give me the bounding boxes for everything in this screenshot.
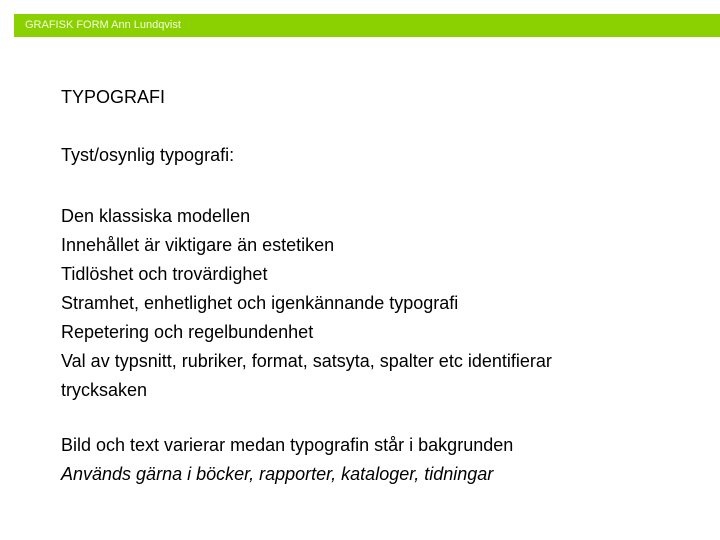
slide-subheading: Tyst/osynlig typografi: (61, 145, 235, 165)
list-item: Den klassiska modellen (61, 206, 251, 226)
closing-line-italic: Används gärna i böcker, rapporter, kataloger, tidningar (61, 464, 494, 484)
list-item: Innehållet är viktigare än estetiken (61, 235, 335, 255)
header-text: GRAFISK FORM Ann Lundqvist (25, 19, 181, 31)
list-item: Stramhet, enhetlighet och igenkännande typografi (61, 293, 459, 313)
list-item: trycksaken (61, 380, 148, 400)
list-item: Tidlöshet och trovärdighet (61, 264, 268, 284)
closing-line: Bild och text varierar medan typografin står i bakgrunden (61, 435, 514, 455)
characteristics-list (61, 202, 552, 405)
list-item: Val av typsnitt, rubriker, format, satsyta, spalter etc identifierar (61, 351, 552, 371)
list-item: Repetering och regelbundenhet (61, 322, 314, 342)
header-bar (14, 14, 720, 37)
slide-title: TYPOGRAFI (61, 87, 166, 107)
closing-block (61, 431, 513, 489)
